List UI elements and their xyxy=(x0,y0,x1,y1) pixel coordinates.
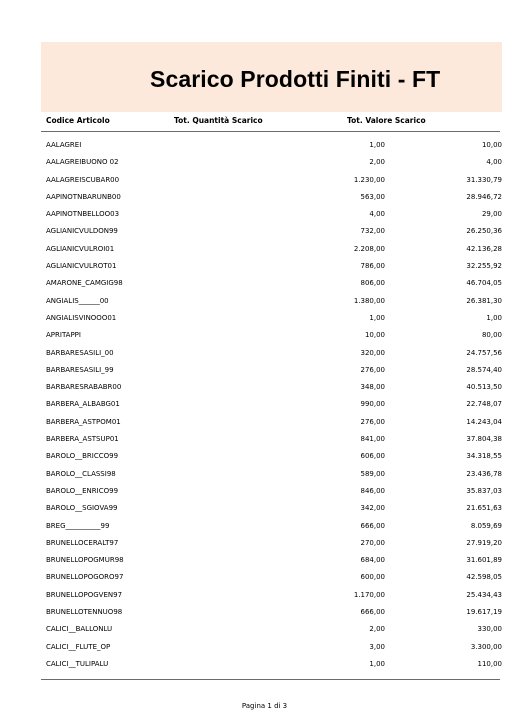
item-code-cell: AGLIANICVULROT01 xyxy=(46,262,117,271)
value-cell: 28.574,40 xyxy=(466,365,502,374)
table-row xyxy=(41,223,502,240)
value-cell: 37.804,38 xyxy=(466,435,502,444)
quantity-cell: 1.230,00 xyxy=(353,175,385,184)
table-row xyxy=(41,275,502,292)
table-row xyxy=(41,154,502,171)
column-headers xyxy=(41,112,502,132)
table-row xyxy=(41,414,502,431)
footer-divider xyxy=(41,679,500,680)
item-code-cell: CALICI__TULIPALU xyxy=(46,659,109,668)
value-cell: 8.059,69 xyxy=(470,521,502,530)
quantity-cell: 320,00 xyxy=(360,348,385,357)
item-code-cell: AGLIANICVULROI01 xyxy=(46,244,115,253)
quantity-cell: 1.380,00 xyxy=(353,296,385,305)
quantity-cell: 589,00 xyxy=(360,469,385,478)
item-code-cell: AGLIANICVULDON99 xyxy=(46,227,118,236)
table-row xyxy=(41,639,502,656)
table-row xyxy=(41,293,502,310)
item-code-cell: BAROLO__SGIOVA99 xyxy=(46,504,118,513)
value-cell: 24.757,56 xyxy=(466,348,502,357)
quantity-cell: 666,00 xyxy=(360,608,385,617)
item-code-cell: CALICI__BALLONLU xyxy=(46,625,113,634)
item-code-cell: ANGIALISVINOOO01 xyxy=(46,313,117,322)
value-cell: 22.748,07 xyxy=(466,400,502,409)
value-cell: 26.250,36 xyxy=(466,227,502,236)
quantity-cell: 841,00 xyxy=(360,435,385,444)
table-row xyxy=(41,604,502,621)
item-code-cell: APRITAPPI xyxy=(46,331,81,340)
table-row xyxy=(41,656,502,673)
quantity-cell: 666,00 xyxy=(360,521,385,530)
quantity-cell: 806,00 xyxy=(360,279,385,288)
header-divider xyxy=(41,131,500,132)
table-row xyxy=(41,258,502,275)
column-header-value: Tot. Valore Scarico xyxy=(347,116,426,125)
item-code-cell: BARBARESASILI_00 xyxy=(46,348,114,357)
quantity-cell: 1,00 xyxy=(369,659,385,668)
item-code-cell: AALAGREI xyxy=(46,141,82,149)
quantity-cell: 10,00 xyxy=(364,331,385,340)
value-cell: 19.617,19 xyxy=(466,608,502,617)
table-row xyxy=(41,483,502,500)
value-cell: 14.243,04 xyxy=(466,417,502,426)
value-cell: 110,00 xyxy=(477,659,502,668)
item-code-cell: CALICI__FLUTE_OP xyxy=(46,642,111,651)
value-cell: 35.837,03 xyxy=(466,486,502,495)
table-row xyxy=(41,535,502,552)
column-header-code: Codice Articolo xyxy=(46,116,110,125)
quantity-cell: 563,00 xyxy=(360,192,385,201)
quantity-cell: 1,00 xyxy=(369,141,385,149)
quantity-cell: 3,00 xyxy=(369,642,385,651)
table-row xyxy=(41,137,502,154)
quantity-cell: 732,00 xyxy=(360,227,385,236)
quantity-cell: 276,00 xyxy=(360,417,385,426)
table-row xyxy=(41,396,502,413)
value-cell: 31.601,89 xyxy=(466,556,502,565)
value-cell: 21.651,63 xyxy=(466,504,502,513)
value-cell: 26.381,30 xyxy=(466,296,502,305)
table-row xyxy=(41,206,502,223)
table-row xyxy=(41,621,502,638)
quantity-cell: 4,00 xyxy=(369,210,385,219)
quantity-cell: 786,00 xyxy=(360,262,385,271)
quantity-cell: 600,00 xyxy=(360,573,385,582)
table-row xyxy=(41,587,502,604)
value-cell: 1,00 xyxy=(486,313,502,322)
value-cell: 10,00 xyxy=(481,141,502,149)
item-code-cell: BRUNELLOCERALT97 xyxy=(46,538,119,547)
value-cell: 330,00 xyxy=(477,625,502,634)
value-cell: 80,00 xyxy=(481,331,502,340)
quantity-cell: 2.208,00 xyxy=(353,244,385,253)
table-row xyxy=(41,448,502,465)
item-code-cell: AAPINOTNBARUNB00 xyxy=(46,192,121,201)
table-row xyxy=(41,327,502,344)
item-code-cell: AALAGREIBUONO 02 xyxy=(46,158,119,167)
column-header-quantity: Tot. Quantità Scarico xyxy=(174,116,263,125)
value-cell: 46.704,05 xyxy=(466,279,502,288)
table-row xyxy=(41,552,502,569)
value-cell: 42.598,05 xyxy=(466,573,502,582)
item-code-cell: BARBARESASILI_99 xyxy=(46,365,114,374)
page-indicator: Pagina 1 di 3 xyxy=(241,702,288,710)
item-code-cell: BRUNELLOTENNUO98 xyxy=(46,608,123,617)
quantity-cell: 606,00 xyxy=(360,452,385,461)
item-code-cell: BAROLO__ENRICO99 xyxy=(46,486,119,495)
item-code-cell: BRUNELLOPOGVEN97 xyxy=(46,590,123,599)
table-row xyxy=(41,518,502,535)
value-cell: 29,00 xyxy=(481,210,502,219)
item-code-cell: BRUNELLOPOGMUR98 xyxy=(46,556,124,565)
table-row xyxy=(41,431,502,448)
item-code-cell: AAPINOTNBELLOO03 xyxy=(46,210,120,219)
value-cell: 32.255,92 xyxy=(466,262,502,271)
value-cell: 25.434,43 xyxy=(466,590,502,599)
item-code-cell: BRUNELLOPOGORO97 xyxy=(46,573,124,582)
value-cell: 23.436,78 xyxy=(466,469,502,478)
quantity-cell: 276,00 xyxy=(360,365,385,374)
item-code-cell: BARBERA_ALBABG01 xyxy=(46,400,120,409)
table-row xyxy=(41,569,502,586)
value-cell: 4,00 xyxy=(486,158,502,167)
value-cell: 34.318,55 xyxy=(466,452,502,461)
quantity-cell: 270,00 xyxy=(360,538,385,547)
value-cell: 31.330,79 xyxy=(466,175,502,184)
value-cell: 40.513,50 xyxy=(466,383,502,392)
item-code-cell: BREG__________99 xyxy=(46,521,110,530)
table-row xyxy=(41,172,502,189)
value-cell: 3.300,00 xyxy=(470,642,502,651)
value-cell: 27.919,20 xyxy=(466,538,502,547)
item-code-cell: BARBARESRABABR00 xyxy=(46,383,122,392)
quantity-cell: 348,00 xyxy=(360,383,385,392)
quantity-cell: 990,00 xyxy=(360,400,385,409)
value-cell: 42.136,28 xyxy=(466,244,502,253)
item-code-cell: AALAGREISCUBAR00 xyxy=(46,175,120,184)
table-row xyxy=(41,241,502,258)
table-row xyxy=(41,379,502,396)
table-row xyxy=(41,345,502,362)
table-row xyxy=(41,189,502,206)
item-code-cell: AMARONE_CAMGIG98 xyxy=(46,279,123,288)
quantity-cell: 342,00 xyxy=(360,504,385,513)
quantity-cell: 2,00 xyxy=(369,625,385,634)
item-code-cell: BAROLO__CLASSI98 xyxy=(46,469,116,478)
quantity-cell: 1.170,00 xyxy=(353,590,385,599)
report-title: Scarico Prodotti Finiti - FT xyxy=(150,66,441,92)
report-header xyxy=(41,42,502,112)
value-cell: 28.946,72 xyxy=(466,192,502,201)
table-row xyxy=(41,500,502,517)
quantity-cell: 684,00 xyxy=(360,556,385,565)
item-code-cell: BARBERA_ASTPOM01 xyxy=(46,417,121,426)
item-code-cell: BARBERA_ASTSUP01 xyxy=(46,435,119,444)
item-code-cell: BAROLO__BRICCO99 xyxy=(46,452,119,461)
item-code-cell: ANGIALIS______00 xyxy=(46,296,109,305)
quantity-cell: 1,00 xyxy=(369,313,385,322)
table-row xyxy=(41,466,502,483)
report-table-body xyxy=(41,137,502,673)
quantity-cell: 2,00 xyxy=(369,158,385,167)
table-row xyxy=(41,362,502,379)
quantity-cell: 846,00 xyxy=(360,486,385,495)
table-row xyxy=(41,310,502,327)
